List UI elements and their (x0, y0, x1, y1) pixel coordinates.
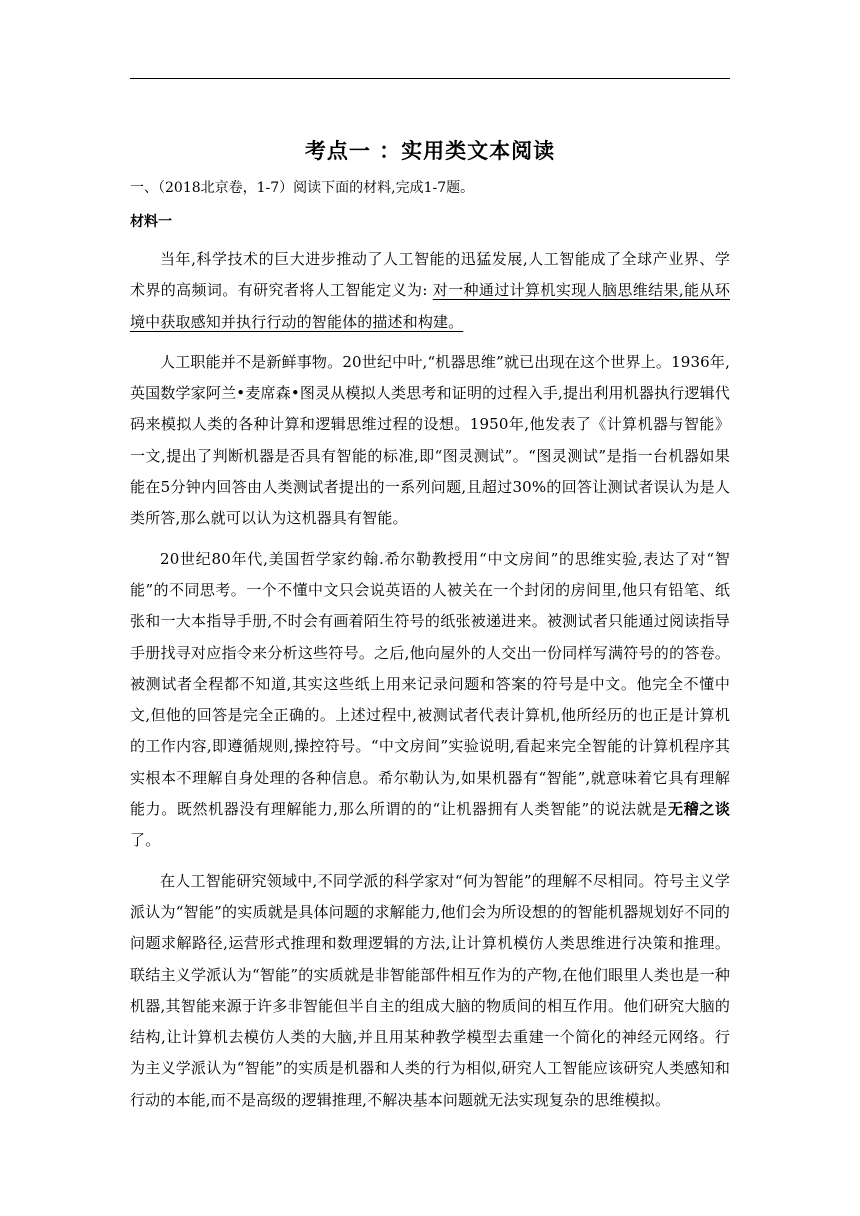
header-rule (130, 78, 730, 79)
paragraph-2: 人工职能并不是新鲜事物。20世纪中叶,“机器思维”就已出现在这个世界上。1936年,英国数学家阿兰•麦席森•图灵从模拟人类思考和证明的过程入手,提出利用机器执行逻辑代码来模拟人类的各种计算和逻辑思维过程的设想。1950年,他发表了《计算机器与智能》一文,提出了判断机器是否具有智能的标准,即“图灵测试”。“图灵测试”是指一台机器如果能在5分钟内回答由人类测试者提出的一系列问题,且超过30%的回答让测试者误认为是人类所答,那么就可以认为这机器具有智能。 (130, 352, 730, 528)
ai-definition-underlined: 对一种通过计算机实现人脑思维结果,能从环境中获取感知并执行行动的智能体的描述和构建。 (130, 281, 730, 331)
paragraph-1-text: 当年,科学技术的巨大进步推动了人工智能的迅猛发展,人工智能成了全球产业界、学术界的高频词。有研究者将人工智能定义为: (130, 250, 730, 300)
paragraph-3-text: 20世纪80年代,美国哲学家约翰.希尔勒教授用“中文房间”的思维实验,表达了对“智能”的不同思考。一个不懂中文只会说英语的人被关在一个封闭的房间里,他只有铅笔、纸张和一大本指导手册,不时会有画着陌生符号的纸张被递进来。被测试者只能通过阅读指导手册找寻对应指令来分析这些符号。之后,他向屋外的人交出一份同样写满符号的的答卷。被测试者全程都不知道,其实这些纸上用来记录问题和答案的符号是中文。他完全不懂中文,但他的回答是完全正确的。上述过程中,被测试者代表计算机,他所经历的也正是计算机的工作内容,即遵循规则,操控符号。“中文房间”实验说明,看起来完全智能的计算机程序其实根本不理解自身处理的各种信息。希尔勒认为,如果机器有“智能”,就意味着它具有理解能力。既然机器没有理解能力,那么所谓的的“让机器拥有人类智能”的说法就是 (130, 549, 730, 819)
article-body (130, 244, 730, 1125)
question-intro: 一、（2018北京卷，1-7）阅读下面的材料,完成1-7题。 (130, 180, 475, 196)
page-title: 考点一 ：实用类文本阅读 (304, 139, 556, 163)
material-label: 材料一 (130, 214, 172, 230)
paragraph-3-end: 了。 (130, 831, 161, 850)
paragraph-4: 在人工智能研究领域中,不同学派的科学家对“何为智能”的理解不尽相同。符号主义学派认为“智能”的实质就是具体问题的求解能力,他们会为所设想的的智能机器规划好不同的问题求解路径,运营形式推理和数理逻辑的方法,让计算机模仿人类思维进行决策和推理。联结主义学派认为“智能”的实质就是非智能部件相互作为的产物,在他们眼里人类也是一种机器,其智能来源于许多非智能但半自主的组成大脑的物质间的相互作用。他们研究大脑的结构,让计算机去模仿人类的大脑,并且用某种教学模型去重建一个简化的神经元网络。行为主义学派认为“智能”的实质是机器和人类的行为相似,研究人工智能应该研究人类感知和行动的本能,而不是高级的逻辑推理,不解决基本问题就无法实现复杂的思维模拟。 (130, 871, 730, 1109)
paragraph-3 (130, 544, 730, 857)
bold-phrase: 无稽之谈 (667, 800, 730, 819)
paragraph-1 (130, 244, 730, 338)
